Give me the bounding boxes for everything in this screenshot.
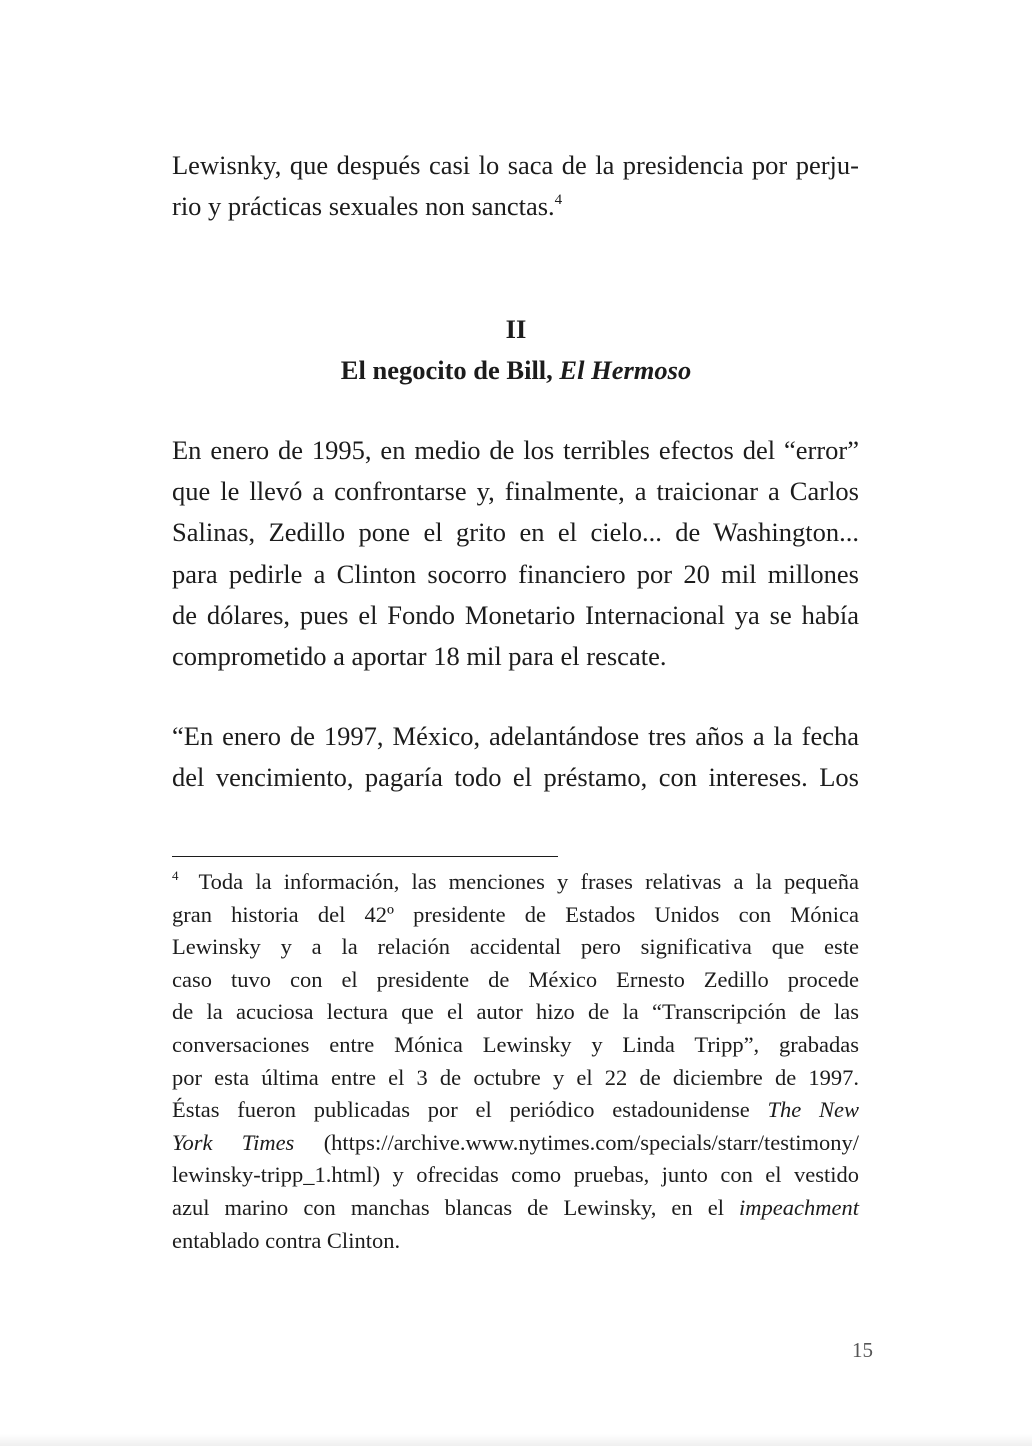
section-title — [0, 351, 1032, 389]
text-line — [172, 186, 859, 227]
footnote-line — [172, 1192, 859, 1225]
text-line-content: rio y prácticas sexuales non sanctas. — [172, 191, 555, 222]
footnote-line-text: azul marino con manchas blancas de Lewinsky, en el — [172, 1194, 740, 1220]
footnote-divider — [172, 856, 558, 857]
footnote-mark: 4 — [172, 868, 179, 883]
footnote-line: lewinsky-tripp_1.html) y ofrecidas como pruebas, junto con el vestido — [172, 1162, 859, 1188]
text-line: de dólares, pues el Fondo Monetario Internacional ya se había — [172, 599, 859, 630]
newspaper-name-part: York Times — [172, 1129, 295, 1155]
italic-term: impeachment — [739, 1194, 859, 1220]
footnote-line-text: Toda la información, las menciones y frases relativas a la pequeña — [198, 869, 859, 894]
footnote-line-text: Éstas fueron publicadas por el periódico estadounidense — [172, 1097, 768, 1123]
text-line: para pedirle a Clinton socorro financiero por 20 mil millones — [172, 558, 859, 589]
text-line: del vencimiento, pagaría todo el préstamo, con intereses. Los — [172, 762, 859, 793]
footnote-line — [172, 866, 859, 899]
continuation-paragraph — [172, 145, 859, 269]
section-number: II — [505, 314, 527, 344]
text-line: Salinas, Zedillo pone el grito en el cielo... de Washington... — [172, 517, 859, 548]
page-edge-shadow — [0, 1434, 1032, 1446]
text-line: comprometido a aportar 18 mil para el rescate. — [172, 640, 667, 671]
footnote — [172, 866, 859, 1257]
section-title-main: El negocito de Bill, — [340, 355, 560, 385]
footnote-line: conversaciones entre Mónica Lewinsky y Linda Tripp”, grabadas — [172, 1031, 859, 1057]
footnote-line: Lewinsky y a la relación accidental pero significativa que este — [172, 934, 859, 960]
paragraph-2 — [172, 716, 859, 840]
paragraph-1 — [172, 430, 859, 718]
footnote-url-text: (https://archive.www.nytimes.com/specials/starr/testimony/ — [294, 1129, 859, 1155]
footnote-line: entablado contra Clinton. — [172, 1227, 401, 1253]
section-title-italic: El Hermoso — [559, 355, 692, 385]
text-line: Lewisnky, que después casi lo saca de la presidencia por perju- — [172, 150, 859, 180]
footnote-line — [172, 1127, 859, 1160]
footnote-line: de la acuciosa lectura que el autor hizo de la “Transcripción de las — [172, 999, 859, 1025]
footnote-reference[interactable]: 4 — [554, 192, 563, 209]
footnote-line: por esta última entre el 3 de octubre y el 22 de diciembre de 1997. — [172, 1064, 859, 1090]
footnote-line: caso tuvo con el presidente de México Ernesto Zedillo procede — [172, 966, 859, 992]
footnote-line — [172, 1094, 859, 1127]
text-line: En enero de 1995, en medio de los terribles efectos del “error” — [172, 435, 859, 465]
text-line: “En enero de 1997, México, adelantándose tres años a la fecha — [172, 721, 859, 751]
page-number: 15 — [852, 1338, 873, 1362]
text-line: que le llevó a confrontarse y, finalmente, a traicionar a Carlos — [172, 476, 859, 507]
newspaper-name-part: The New — [767, 1097, 859, 1123]
footnote-line: gran historia del 42º presidente de Estados Unidos con Mónica — [172, 901, 859, 927]
